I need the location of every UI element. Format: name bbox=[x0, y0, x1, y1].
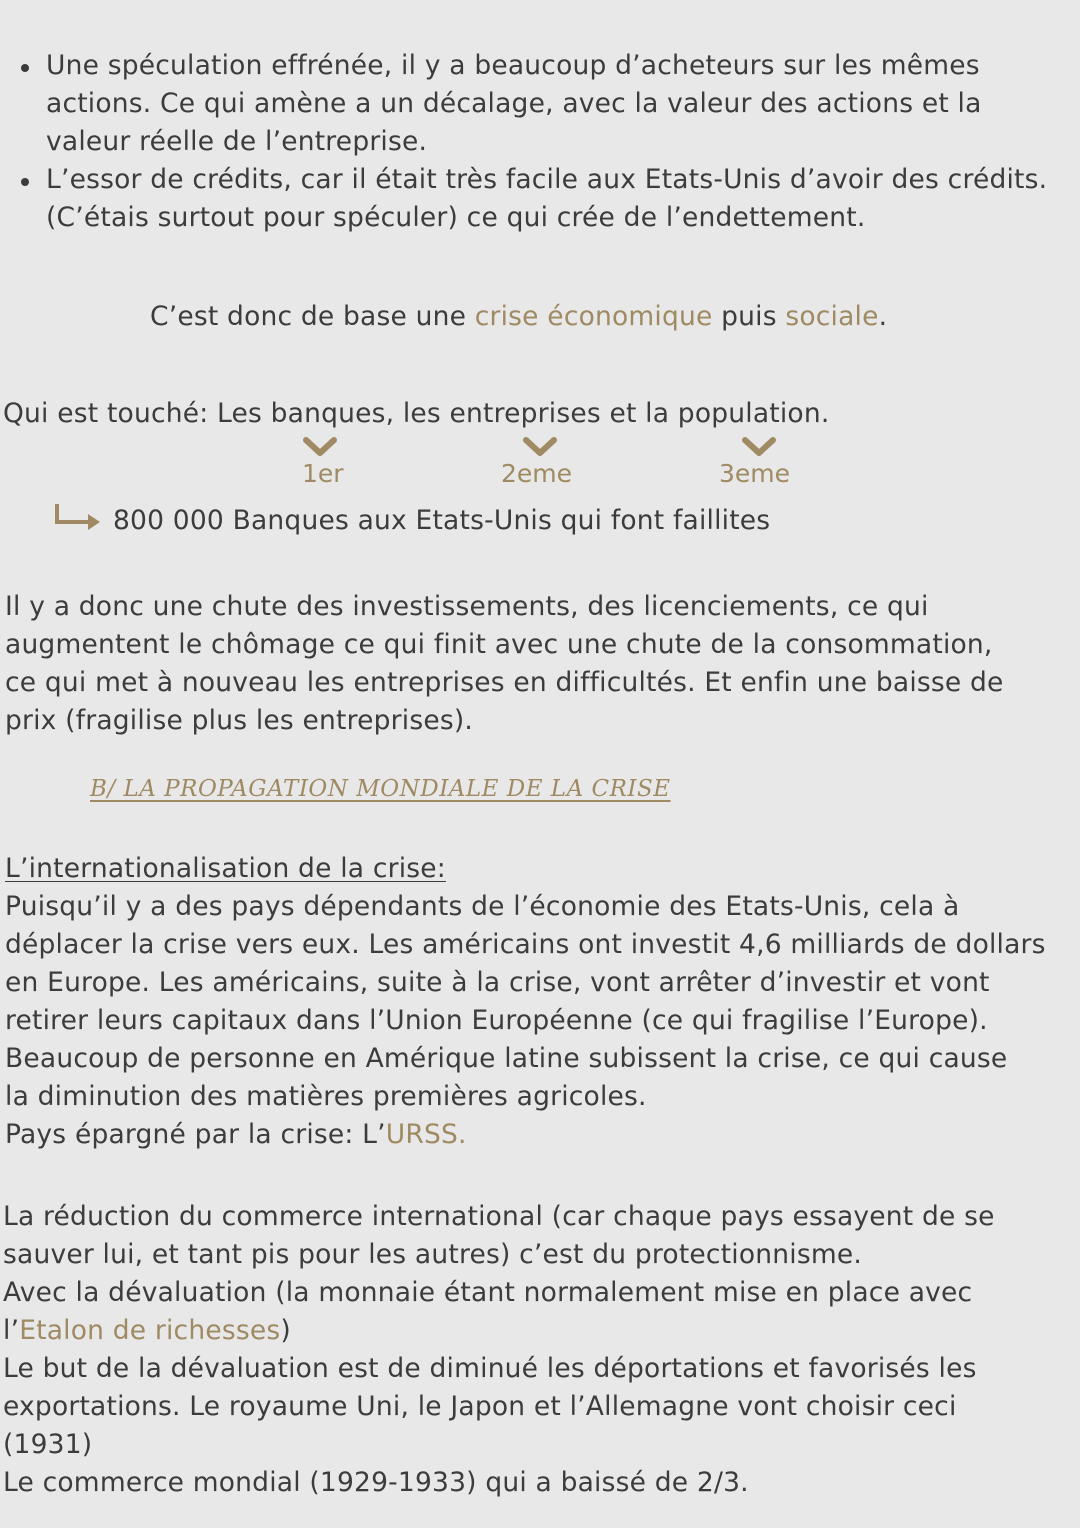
commerce-line-5: Le but de la dévaluation est de diminué les déportations et favorisés les bbox=[3, 1353, 977, 1384]
commerce-line-8: Le commerce mondial (1929-1933) qui a baissé de 2/3. bbox=[3, 1467, 749, 1498]
section-b-heading: B/ LA PROPAGATION MONDIALE DE LA CRISE bbox=[90, 776, 671, 802]
consequences-line-3: ce qui met à nouveau les entreprises en difficultés. Et enfin une baisse de bbox=[5, 667, 1004, 698]
internationalisation-line-6: la diminution des matières premières agricoles. bbox=[5, 1081, 647, 1112]
term-etalon-de-richesses: Etalon de richesses bbox=[19, 1315, 281, 1346]
internationalisation-line-4: retirer leurs capitaux dans l’Union Européenne (ce qui fragilise l’Europe). bbox=[5, 1005, 988, 1036]
commerce-line-1: La réduction du commerce international (car chaque pays essayent de se bbox=[3, 1201, 995, 1232]
commerce-line-2: sauver lui, et tant pis pour les autres) c’est du protectionnisme. bbox=[3, 1239, 862, 1270]
bank-failures-note: 800 000 Banques aux Etats-Unis qui font faillites bbox=[113, 505, 771, 536]
bullet-1-line-2: actions. Ce qui amène a un décalage, avec la valeur des actions et la bbox=[46, 88, 982, 119]
summary-middle: puis bbox=[712, 301, 786, 332]
rank-label-2: 2eme bbox=[501, 459, 573, 488]
bullet-2-line-1: L’essor de crédits, car il était très facile aux Etats-Unis d’avoir des crédits. bbox=[46, 164, 1048, 195]
commerce-line-6: exportations. Le royaume Uni, le Japon et l’Allemagne vont choisir ceci bbox=[3, 1391, 957, 1422]
internationalisation-heading: L’internationalisation de la crise: bbox=[5, 853, 446, 884]
consequences-line-2: augmentent le chômage ce qui finit avec une chute de la consommation, bbox=[5, 629, 993, 660]
commerce-line-4-suffix: ) bbox=[280, 1315, 291, 1346]
chevron-down-icon bbox=[302, 436, 338, 458]
rank-label-1: 1er bbox=[302, 459, 344, 488]
spared-country-line bbox=[5, 1116, 467, 1154]
spared-prefix: Pays épargné par la crise: L’ bbox=[5, 1119, 386, 1150]
bullet-dot bbox=[21, 64, 29, 72]
chevron-down-icon bbox=[741, 436, 777, 458]
internationalisation-line-3: en Europe. Les américains, suite à la crise, vont arrêter d’investir et vont bbox=[5, 967, 990, 998]
commerce-line-4 bbox=[3, 1312, 291, 1350]
consequences-line-1: Il y a donc une chute des investissements, des licenciements, ce qui bbox=[5, 591, 929, 622]
commerce-line-4-prefix: l’ bbox=[3, 1315, 20, 1346]
consequences-line-4: prix (fragilise plus les entreprises). bbox=[5, 705, 473, 736]
rank-label-3: 3eme bbox=[719, 459, 791, 488]
affected-line: Qui est touché: Les banques, les entreprises et la population. bbox=[3, 398, 830, 429]
commerce-line-3: Avec la dévaluation (la monnaie étant normalement mise en place avec bbox=[3, 1277, 973, 1308]
summary-prefix: C’est donc de base une bbox=[150, 301, 475, 332]
bullet-1-line-3: valeur réelle de l’entreprise. bbox=[46, 126, 428, 157]
arrow-down-right-icon bbox=[52, 502, 102, 532]
term-sociale: sociale bbox=[785, 301, 879, 332]
summary-suffix: . bbox=[878, 301, 888, 332]
summary-sentence bbox=[150, 298, 887, 336]
term-crise-economique: crise économique bbox=[474, 301, 713, 332]
bullet-2-line-2: (C’étais surtout pour spéculer) ce qui crée de l’endettement. bbox=[46, 202, 866, 233]
commerce-line-7: (1931) bbox=[3, 1429, 93, 1460]
bullet-dot bbox=[21, 178, 29, 186]
internationalisation-line-5: Beaucoup de personne en Amérique latine subissent la crise, ce qui cause bbox=[5, 1043, 1008, 1074]
chevron-down-icon bbox=[522, 436, 558, 458]
bullet-1-line-1: Une spéculation effrénée, il y a beaucoup d’acheteurs sur les mêmes bbox=[46, 50, 980, 81]
internationalisation-line-1: Puisqu’il y a des pays dépendants de l’économie des Etats-Unis, cela à bbox=[5, 891, 960, 922]
term-urss: URSS. bbox=[385, 1119, 467, 1150]
internationalisation-line-2: déplacer la crise vers eux. Les américains ont investit 4,6 milliards de dollars bbox=[5, 929, 1046, 960]
